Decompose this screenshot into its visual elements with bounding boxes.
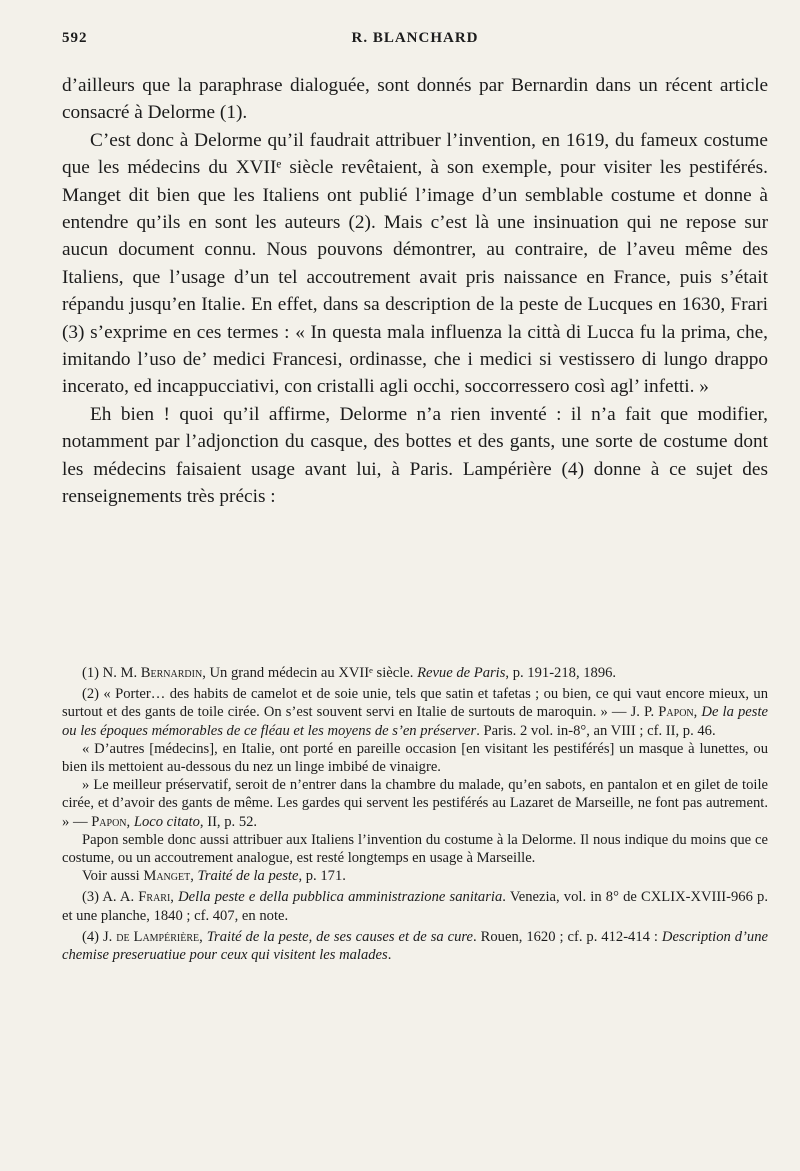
- work-title: Traité de la peste: [197, 868, 299, 885]
- work-title: Description d’une chemise preseruatiue pour ceux qui visitent les malades: [62, 928, 768, 964]
- journal-title: Revue de Paris: [417, 665, 506, 681]
- loco-citato: Loco citato: [133, 813, 200, 830]
- footnote-2: (2) « Porter… des habits de camelot et de soie unie, tels que satin et tafetas ; ou bien, ce qui vaut encore mieux, un surtout et des gants de toile cirée. On s’est souvent servi en Italie de surtouts de maroquin. » — J. P. Papon, De la peste ou les époques mémorables de ce fléau et les moyens de s’en préserver. Paris. 2 vol. in-8°, an VIII ; cf. II, p. 46.: [62, 686, 768, 739]
- work-title: Traité de la peste, de ses causes et de sa cure: [206, 928, 474, 945]
- work-title: De la peste ou les époques mémorables de ce fléau et les moyens de s’en préserver: [62, 704, 768, 739]
- work-title: Della peste e della pubblica amministrazione sanitaria: [178, 889, 503, 906]
- footnote-4: (4) J. de Lampérière, Traité de la peste, de ses causes et de sa cure. Rouen, 1620 ; cf. p. 412-414 : Description d’une chemise preseruatiue pour ceux qui visitent les malades.: [62, 928, 768, 964]
- footnote-2-see-also: Voir aussi Manget, Traité de la peste, p. 171.: [82, 868, 346, 885]
- page-number: 592: [62, 30, 88, 46]
- page-header: [62, 30, 768, 54]
- main-text: [62, 72, 768, 511]
- footnote-3: (3) A. A. Frari, Della peste e della pubblica amministrazione sanitaria. Venezia, vol. in 8° de CXLIX-XVIII-966 p. et une planche, 1840 ; cf. 407, en note.: [62, 889, 768, 924]
- footnote-author: de Lampérière: [116, 928, 200, 945]
- footnote-author: Bernardin: [140, 665, 203, 681]
- footnotes: [62, 664, 768, 967]
- running-head: R. BLANCHARD: [351, 30, 479, 46]
- footnote-author: Papon: [658, 704, 694, 721]
- paragraph-3: Eh bien ! quoi qu’il affirme, Delorme n’a rien inventé : il n’a fait que modifier, notamment par l’adjonction du casque, des bottes et des gants, une sorte de costume dont les médecins faisaient usage avant lui, à Paris. Lampérière (4) donne à ce sujet des renseignements très précis :: [62, 403, 768, 508]
- footnote-author: Frari: [138, 889, 171, 906]
- footnote-2-comment: Papon semble donc aussi attribuer aux Italiens l’invention du costume à la Delorme. Il nous indique du moins que ce costume, ou un accoutrement analogue, est resté longtemps en usage à Marseille.: [62, 831, 768, 867]
- footnote-2-continued: » Le meilleur préservatif, seroit de n’entrer dans la chambre du malade, qu’en sabots, en pantalon et en gilet de toile cirée, et d’avoir des gants de même. Les gardes qui servent les pestiférés au Lazaret de Marseille, ne font pas autrement. » — Papon, Loco citato, II, p. 52.: [62, 777, 768, 830]
- paragraph-1: d’ailleurs que la paraphrase dialoguée, sont donnés par Bernardin dans un récent article consacré à Delorme (1).: [62, 75, 768, 124]
- footnote-1: (1) N. M. Bernardin, Un grand médecin au XVIIᵉ siècle. Revue de Paris, p. 191-218, 1896.: [82, 665, 617, 681]
- footnote-author: Papon: [91, 813, 127, 830]
- paragraph-2: C’est donc à Delorme qu’il faudrait attribuer l’invention, en 1619, du fameux costume que les médecins du XVIIᵉ siècle revêtaient, à son exemple, pour visiter les pestiférés. Manget dit bien que les Italiens ont publié l’image d’un semblable costume et donne à entendre qu’ils en sont les auteurs (2). Mais c’est là une insinuation qui ne repose sur aucun document connu. Nous pouvons démontrer, au contraire, de l’aveu même des Italiens, que l’usage d’un tel accoutrement avait pris naissance en France, puis s’était répandu jusqu’en Italie. En effet, dans sa description de la peste de Lucques en 1630, Frari (3) s’exprime en ces termes : « In questa mala influenza la città di Lucca fu la prima, che, imitando l’uso de’ medici Francesi, ordinasse, che i medici si vestissero di lungo drappo incerato, ed incappucciativi, con cristalli agli occhi, soccorressero così agl’ infetti. »: [62, 129, 768, 398]
- footnote-2-quote: « D’autres [médecins], en Italie, ont porté en pareille occasion [en visitant les pestiférés] un masque à lunettes, ou bien ils mettoient au-dessous du nez un linge imbibé de vinaigre.: [62, 740, 768, 776]
- footnote-author: Manget: [143, 868, 191, 885]
